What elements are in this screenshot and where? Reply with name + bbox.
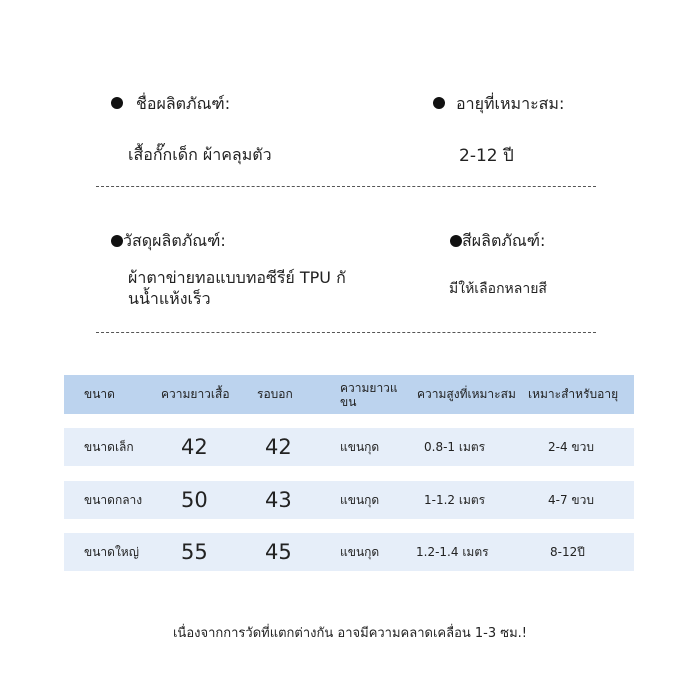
row-chest: 43 bbox=[265, 488, 292, 512]
divider bbox=[96, 186, 596, 187]
material-value-line2: นน้ำแห้งเร็ว bbox=[128, 289, 211, 308]
row-length: 50 bbox=[181, 488, 208, 512]
row-size: ขนาดใหญ่ bbox=[84, 544, 139, 559]
bullet-icon bbox=[433, 97, 445, 109]
size-table-header bbox=[64, 375, 634, 414]
bullet-icon bbox=[450, 235, 462, 247]
row-age: 8-12ปี bbox=[550, 544, 585, 559]
row-height: 1.2-1.4 เมตร bbox=[416, 544, 489, 559]
row-age: 4-7 ขวบ bbox=[548, 492, 594, 507]
row-height: 0.8-1 เมตร bbox=[424, 439, 486, 454]
header-sleeve-line1: ความยาวแ bbox=[340, 380, 398, 395]
header-height: ความสูงที่เหมาะสม bbox=[417, 387, 516, 401]
row-size: ขนาดกลาง bbox=[84, 492, 143, 507]
row-chest: 45 bbox=[265, 540, 292, 564]
material-label: วัสดุผลิตภัณฑ์: bbox=[123, 231, 226, 250]
color-value: มีให้เลือกหลายสี bbox=[449, 281, 547, 297]
row-length: 55 bbox=[181, 540, 208, 564]
row-chest: 42 bbox=[265, 435, 292, 459]
table-row bbox=[64, 533, 634, 571]
age-value: 2-12 ปี bbox=[459, 146, 514, 166]
product-name-value: เสื้อกั๊กเด็ก ผ้าคลุมตัว bbox=[128, 145, 272, 164]
header-age: เหมาะสำหรับอายุ bbox=[528, 387, 619, 401]
age-label: อายุที่เหมาะสม: bbox=[456, 94, 565, 113]
table-row bbox=[64, 481, 634, 519]
measurement-note: เนื่องจากการวัดที่แตกต่างกัน อาจมีความคลาดเคลื่อน 1-3 ซม.! bbox=[172, 626, 527, 641]
divider bbox=[96, 332, 596, 333]
row-length: 42 bbox=[181, 435, 208, 459]
header-length: ความยาวเสื้อ bbox=[161, 387, 230, 401]
table-row bbox=[64, 428, 634, 466]
header-size: ขนาด bbox=[84, 387, 115, 401]
row-sleeve: แขนกุด bbox=[340, 439, 380, 454]
row-height: 1-1.2 เมตร bbox=[424, 492, 486, 507]
header-sleeve-line2: ขน bbox=[340, 394, 357, 409]
bullet-icon bbox=[111, 235, 123, 247]
bullet-icon bbox=[111, 97, 123, 109]
row-size: ขนาดเล็ก bbox=[84, 439, 134, 454]
header-sleeve bbox=[340, 375, 398, 414]
header-chest: รอบอก bbox=[257, 387, 293, 401]
row-age: 2-4 ขวบ bbox=[548, 439, 594, 454]
row-sleeve: แขนกุด bbox=[340, 544, 380, 559]
material-value-line1: ผ้าตาข่ายทอแบบทอซีรีย์ TPU กั bbox=[128, 268, 346, 287]
color-label: สีผลิตภัณฑ์: bbox=[462, 231, 546, 250]
product-name-label: ชื่อผลิตภัณฑ์: bbox=[136, 94, 231, 113]
row-sleeve: แขนกุด bbox=[340, 492, 380, 507]
